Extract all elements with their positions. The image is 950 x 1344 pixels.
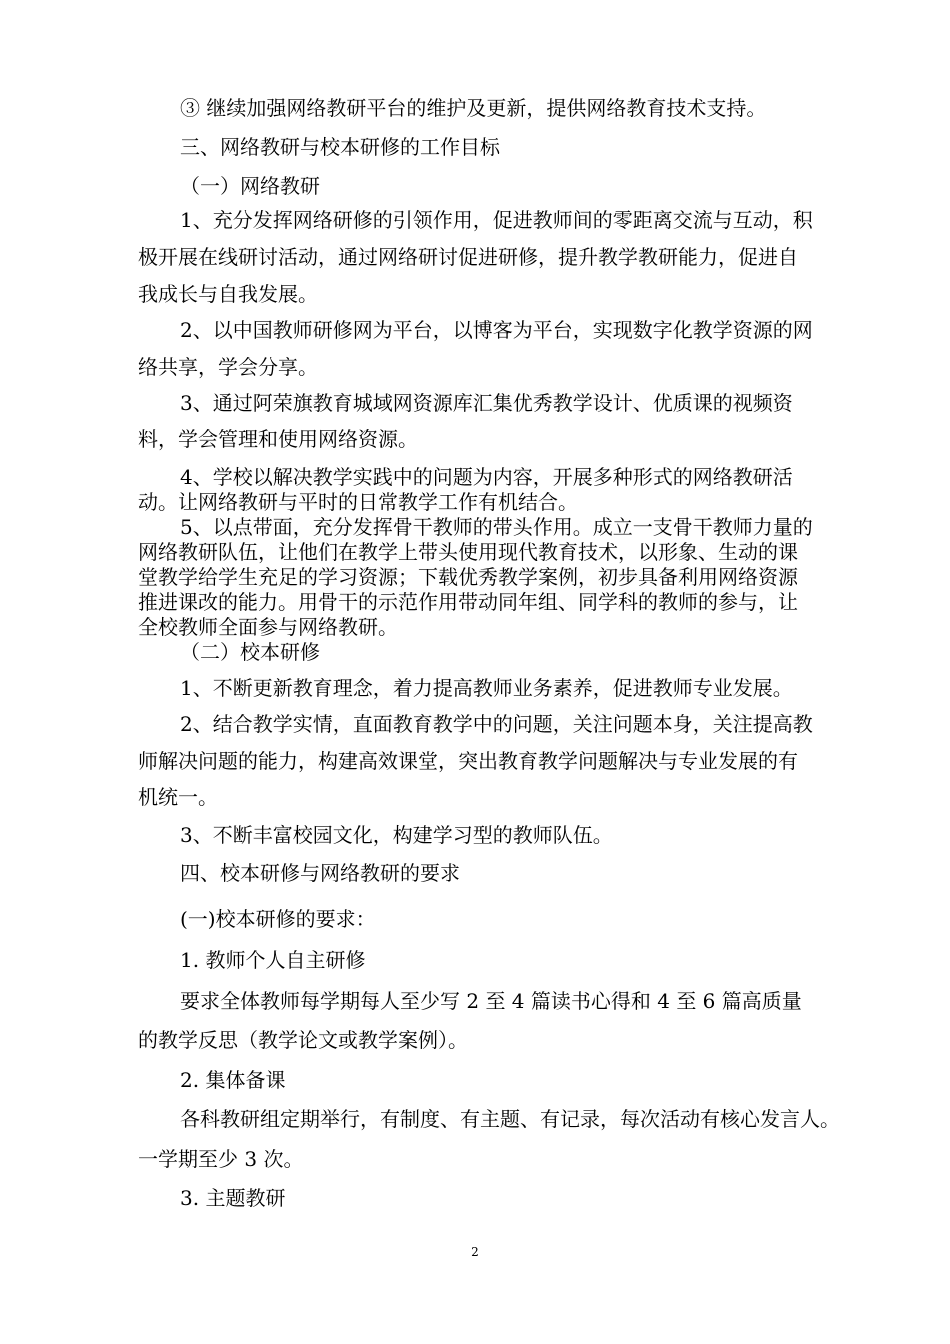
text-line: 堂教学给学生充足的学习资源；下载优秀教学案例，初步具备利用网络资源: [138, 565, 798, 589]
text-line: 1、充分发挥网络研修的引领作用，促进教师间的零距离交流与互动，积: [180, 208, 813, 232]
text-line: 我成长与自我发展。: [138, 282, 318, 306]
text-line: 网络教研队伍，让他们在教学上带头使用现代教育技术，以形象、生动的课: [138, 540, 798, 564]
text-line: 2、结合教学实情，直面教育教学中的问题，关注问题本身，关注提高教: [180, 712, 813, 736]
text-line: 2、以中国教师研修网为平台，以博客为平台，实现数字化教学资源的网: [180, 318, 813, 342]
subsection-heading: （一）网络教研: [180, 174, 320, 198]
section-heading: 四、校本研修与网络教研的要求: [180, 861, 460, 885]
text-line: 1、不断更新教育理念，着力提高教师业务素养，促进教师专业发展。: [180, 676, 793, 700]
text-line: 各科教研组定期举行，有制度、有主题、有记录，每次活动有核心发言人。: [180, 1107, 840, 1131]
text-line: 极开展在线研讨活动，通过网络研讨促进研修，提升教学教研能力，促进自: [138, 245, 798, 269]
text-line: 全校教师全面参与网络教研。: [138, 615, 398, 639]
subsection-heading: 1. 教师个人自主研修: [180, 948, 366, 972]
text-line: 要求全体教师每学期每人至少写 2 至 4 篇读书心得和 4 至 6 篇高质量: [180, 989, 802, 1013]
text-line: 动。让网络教研与平时的日常教学工作有机结合。: [138, 490, 578, 514]
subsection-heading: （二）校本研修: [180, 640, 320, 664]
text-line: 3、通过阿荣旗教育城域网资源库汇集优秀教学设计、优质课的视频资: [180, 391, 793, 415]
text-line: 师解决问题的能力，构建高效课堂，突出教育教学问题解决与专业发展的有: [138, 749, 798, 773]
text-line: ③ 继续加强网络教研平台的维护及更新，提供网络教育技术支持。: [180, 96, 767, 120]
page-number: 2: [471, 1245, 479, 1259]
subsection-heading: (一)校本研修的要求：: [180, 907, 376, 931]
text-line: 4、学校以解决教学实践中的问题为内容，开展多种形式的网络教研活: [180, 465, 793, 489]
text-line: 料，学会管理和使用网络资源。: [138, 427, 418, 451]
text-line: 机统一。: [138, 785, 218, 809]
subsection-heading: 3. 主题教研: [180, 1186, 286, 1210]
text-line: 3、不断丰富校园文化，构建学习型的教师队伍。: [180, 823, 613, 847]
text-line: 推进课改的能力。用骨干的示范作用带动同年组、同学科的教师的参与，让: [138, 590, 798, 614]
text-line: 的教学反思（教学论文或教学案例）。: [138, 1028, 468, 1052]
section-heading: 三、网络教研与校本研修的工作目标: [180, 135, 500, 159]
subsection-heading: 2. 集体备课: [180, 1068, 286, 1092]
text-line: 络共享，学会分享。: [138, 355, 318, 379]
text-line: 一学期至少 3 次。: [138, 1147, 304, 1171]
text-line: 5、以点带面，充分发挥骨干教师的带头作用。成立一支骨干教师力量的: [180, 515, 813, 539]
